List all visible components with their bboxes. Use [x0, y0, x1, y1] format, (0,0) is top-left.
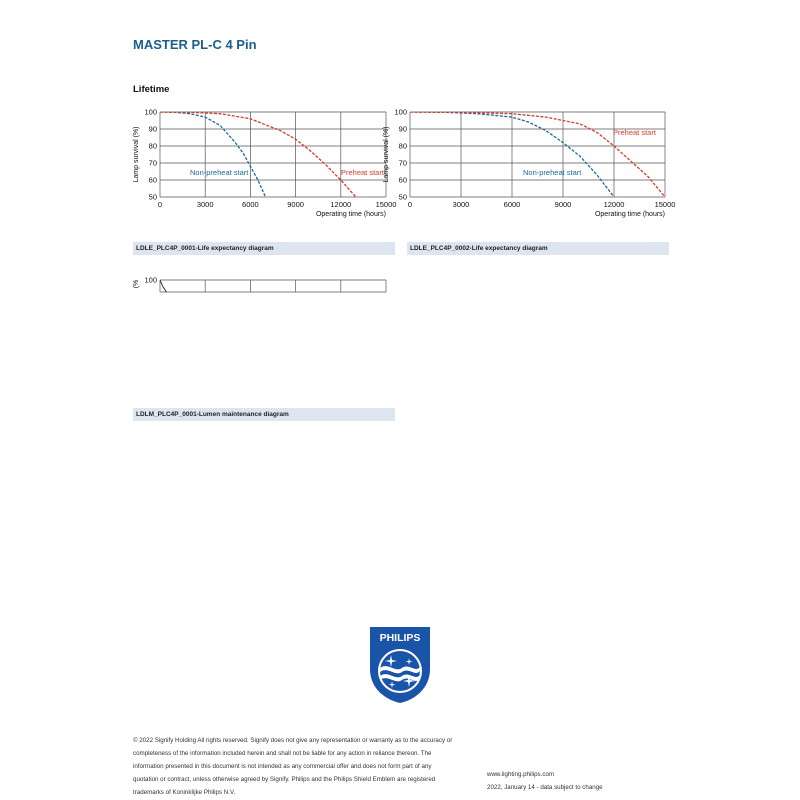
life-expectancy-chart-1	[120, 104, 400, 229]
chart-caption-2: LDLE_PLC4P_0002-Life expectancy diagram	[407, 242, 669, 255]
life-expectancy-chart-2	[383, 104, 676, 229]
x-tick-label: 6000	[242, 200, 259, 209]
copyright-line: completeness of the information included herein and shall not be liable for any action in reliance thereon. The	[133, 749, 432, 757]
x-tick-label: 15000	[375, 200, 397, 209]
x-tick-label: 3000	[452, 200, 470, 209]
x-tick-label: 9000	[554, 200, 572, 209]
chart-svg	[120, 104, 400, 229]
x-tick-label: 12000	[330, 200, 352, 209]
chart-grid	[160, 112, 386, 197]
series-label: Non-preheat start	[523, 168, 582, 177]
copyright-line: © 2022 Signify Holding All rights reserved. Signify does not give any representation or warranty as to the accuracy or	[133, 737, 453, 744]
chart-caption-3: LDLM_PLC4P_0001-Lumen maintenance diagram	[133, 408, 395, 421]
y-tick-label: 60	[148, 175, 157, 185]
page-title: MASTER PL-C 4 Pin	[133, 37, 257, 52]
series-label: Preheat start	[341, 168, 384, 177]
copyright-line: quotation or contract, unless otherwise agreed by Signify. Philips and the Philips Shield Emblem are registered	[133, 775, 436, 783]
lumen-maintenance-chart	[120, 272, 400, 302]
y-tick-label: 90	[398, 124, 407, 134]
website-link[interactable]: www.lighting.philips.com	[487, 771, 555, 778]
x-tick-label: 15000	[654, 200, 676, 209]
y-axis-label-fragment: (%	[133, 279, 140, 289]
section-heading: Lifetime	[133, 84, 170, 95]
chart-grid	[410, 112, 665, 197]
y-tick-label: 100	[394, 107, 407, 117]
y-tick-label: 100	[144, 107, 157, 117]
x-tick-label: 12000	[603, 200, 625, 209]
series-label: Non-preheat start	[190, 168, 249, 177]
chart-svg	[120, 272, 400, 302]
x-tick-label: 3000	[196, 200, 214, 209]
y-tick-label: 60	[398, 175, 407, 185]
series-line	[160, 112, 266, 197]
y-tick-label: 80	[148, 141, 157, 151]
y-tick-label: 100	[144, 275, 157, 285]
series-line	[410, 112, 665, 197]
footer-info	[487, 769, 603, 795]
copyright-line: information presented in this document is not intended as any commercial offer and does not form part of any	[133, 762, 432, 770]
series-line	[160, 112, 356, 197]
y-tick-label: 50	[398, 192, 407, 202]
y-axis-label: Lamp survival (%)	[383, 126, 390, 183]
y-tick-label: 50	[148, 192, 157, 202]
y-tick-label: 80	[398, 141, 407, 151]
y-tick-label: 70	[148, 158, 157, 168]
y-tick-label: 90	[148, 124, 157, 134]
x-axis-label: Operating time (hours)	[594, 211, 665, 218]
copyright-notice	[133, 735, 483, 800]
philips-shield-logo	[368, 625, 432, 705]
x-tick-label: 0	[407, 200, 413, 209]
y-tick-label: 70	[398, 158, 407, 168]
x-tick-label: 6000	[503, 200, 521, 209]
chart-grid	[160, 280, 386, 292]
x-tick-label: 9000	[287, 200, 304, 209]
x-axis-label: Operating time (hours)	[315, 211, 386, 218]
copyright-line: trademarks of Koninklijke Philips N.V.	[133, 788, 236, 796]
series-label: Preheat start	[613, 128, 656, 137]
series-line	[160, 280, 181, 307]
chart-caption-1: LDLE_PLC4P_0001-Life expectancy diagram	[133, 242, 395, 255]
logo-wordmark: PHILIPS	[379, 632, 421, 644]
chart-svg	[383, 104, 676, 229]
y-axis-label: Lamp survival (%)	[133, 126, 140, 183]
x-tick-label: 0	[157, 200, 163, 209]
date-note: 2022, January 14 - data subject to change	[487, 783, 603, 791]
